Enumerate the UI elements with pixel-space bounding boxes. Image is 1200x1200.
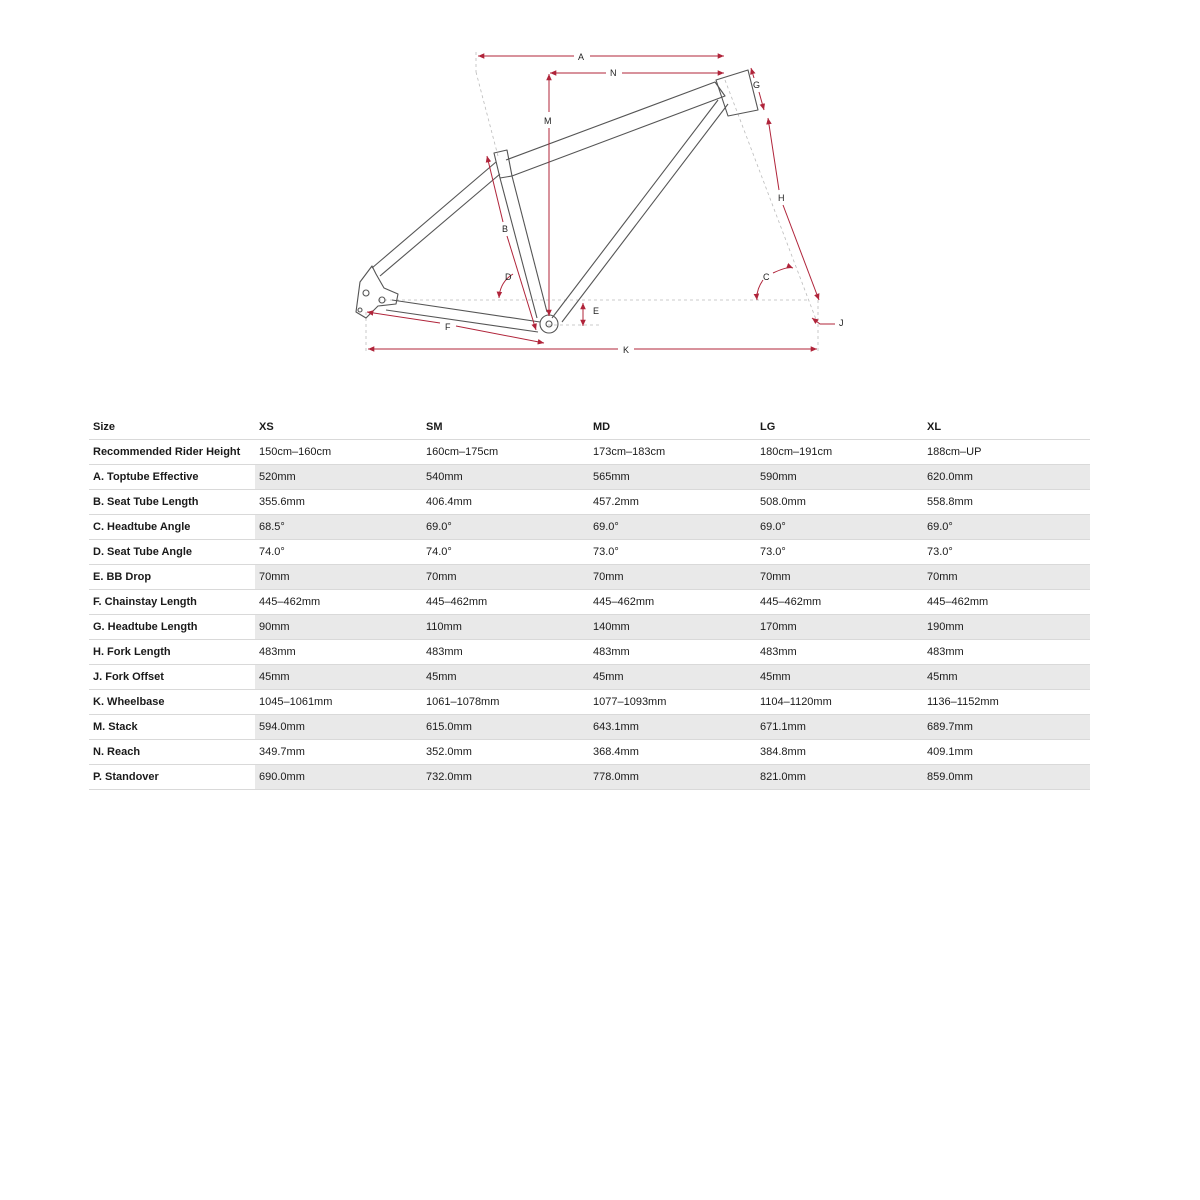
cell-sm: 160cm–175cm bbox=[422, 440, 589, 465]
cell-md: 368.4mm bbox=[589, 740, 756, 765]
cell-lg: 73.0° bbox=[756, 540, 923, 565]
cell-xl: 445–462mm bbox=[923, 590, 1090, 615]
cell-sm: 352.0mm bbox=[422, 740, 589, 765]
header-size-lg: LG bbox=[756, 415, 923, 440]
cell-xl: 859.0mm bbox=[923, 765, 1090, 790]
cell-lg: 1104–1120mm bbox=[756, 690, 923, 715]
cell-xl: 483mm bbox=[923, 640, 1090, 665]
cell-xl: 188cm–UP bbox=[923, 440, 1090, 465]
header-size-xl: XL bbox=[923, 415, 1090, 440]
cell-xl: 69.0° bbox=[923, 515, 1090, 540]
cell-xs: 150cm–160cm bbox=[255, 440, 422, 465]
header-size-label: Size bbox=[89, 415, 255, 440]
table-row bbox=[89, 440, 1090, 465]
row-label: C. Headtube Angle bbox=[89, 515, 255, 540]
row-label: G. Headtube Length bbox=[89, 615, 255, 640]
cell-xl: 45mm bbox=[923, 665, 1090, 690]
table-row bbox=[89, 615, 1090, 640]
cell-xl: 70mm bbox=[923, 565, 1090, 590]
cell-md: 445–462mm bbox=[589, 590, 756, 615]
dimension-lines bbox=[367, 56, 835, 349]
cell-lg: 483mm bbox=[756, 640, 923, 665]
dimension-label-k: K bbox=[623, 345, 630, 355]
row-label: M. Stack bbox=[89, 715, 255, 740]
cell-xs: 68.5° bbox=[255, 515, 422, 540]
cell-sm: 74.0° bbox=[422, 540, 589, 565]
cell-lg: 70mm bbox=[756, 565, 923, 590]
cell-sm: 732.0mm bbox=[422, 765, 589, 790]
bike-frame-geometry-diagram bbox=[0, 0, 1200, 380]
table-row bbox=[89, 490, 1090, 515]
dimension-label-d: D bbox=[505, 272, 512, 282]
cell-sm: 70mm bbox=[422, 565, 589, 590]
table-row bbox=[89, 690, 1090, 715]
table-row bbox=[89, 765, 1090, 790]
cell-md: 69.0° bbox=[589, 515, 756, 540]
table-header-row bbox=[89, 415, 1090, 440]
header-size-md: MD bbox=[589, 415, 756, 440]
guide-lines bbox=[366, 52, 818, 352]
cell-xs: 445–462mm bbox=[255, 590, 422, 615]
cell-sm: 483mm bbox=[422, 640, 589, 665]
row-label: Recommended Rider Height bbox=[89, 440, 255, 465]
dimension-label-e: E bbox=[593, 306, 600, 316]
cell-sm: 615.0mm bbox=[422, 715, 589, 740]
cell-lg: 445–462mm bbox=[756, 590, 923, 615]
cell-md: 483mm bbox=[589, 640, 756, 665]
row-label: H. Fork Length bbox=[89, 640, 255, 665]
dimension-label-b: B bbox=[502, 224, 509, 234]
cell-lg: 671.1mm bbox=[756, 715, 923, 740]
cell-md: 1077–1093mm bbox=[589, 690, 756, 715]
cell-md: 70mm bbox=[589, 565, 756, 590]
cell-xs: 1045–1061mm bbox=[255, 690, 422, 715]
header-size-sm: SM bbox=[422, 415, 589, 440]
cell-lg: 508.0mm bbox=[756, 490, 923, 515]
cell-xl: 190mm bbox=[923, 615, 1090, 640]
cell-lg: 170mm bbox=[756, 615, 923, 640]
row-label: J. Fork Offset bbox=[89, 665, 255, 690]
dimension-letters bbox=[445, 52, 844, 355]
cell-md: 643.1mm bbox=[589, 715, 756, 740]
cell-sm: 110mm bbox=[422, 615, 589, 640]
cell-xs: 70mm bbox=[255, 565, 422, 590]
cell-xl: 73.0° bbox=[923, 540, 1090, 565]
row-label: E. BB Drop bbox=[89, 565, 255, 590]
cell-xs: 90mm bbox=[255, 615, 422, 640]
cell-md: 565mm bbox=[589, 465, 756, 490]
cell-sm: 45mm bbox=[422, 665, 589, 690]
cell-sm: 406.4mm bbox=[422, 490, 589, 515]
row-label: D. Seat Tube Angle bbox=[89, 540, 255, 565]
cell-xs: 349.7mm bbox=[255, 740, 422, 765]
cell-xs: 520mm bbox=[255, 465, 422, 490]
cell-xs: 483mm bbox=[255, 640, 422, 665]
table-row bbox=[89, 715, 1090, 740]
cell-xs: 690.0mm bbox=[255, 765, 422, 790]
row-label: A. Toptube Effective bbox=[89, 465, 255, 490]
geometry-table bbox=[89, 415, 1090, 790]
row-label: F. Chainstay Length bbox=[89, 590, 255, 615]
row-label: N. Reach bbox=[89, 740, 255, 765]
cell-lg: 45mm bbox=[756, 665, 923, 690]
cell-sm: 540mm bbox=[422, 465, 589, 490]
cell-lg: 821.0mm bbox=[756, 765, 923, 790]
dimension-label-n: N bbox=[610, 68, 617, 78]
dimension-label-c: C bbox=[763, 272, 770, 282]
header-size-xs: XS bbox=[255, 415, 422, 440]
table-row bbox=[89, 465, 1090, 490]
dimension-label-j: J bbox=[839, 318, 844, 328]
cell-sm: 1061–1078mm bbox=[422, 690, 589, 715]
cell-lg: 590mm bbox=[756, 465, 923, 490]
table-row bbox=[89, 540, 1090, 565]
table-row bbox=[89, 740, 1090, 765]
cell-xl: 1136–1152mm bbox=[923, 690, 1090, 715]
cell-xs: 45mm bbox=[255, 665, 422, 690]
cell-xl: 620.0mm bbox=[923, 465, 1090, 490]
cell-sm: 445–462mm bbox=[422, 590, 589, 615]
cell-md: 173cm–183cm bbox=[589, 440, 756, 465]
cell-md: 140mm bbox=[589, 615, 756, 640]
row-label: B. Seat Tube Length bbox=[89, 490, 255, 515]
cell-xs: 74.0° bbox=[255, 540, 422, 565]
cell-lg: 69.0° bbox=[756, 515, 923, 540]
cell-md: 778.0mm bbox=[589, 765, 756, 790]
cell-xl: 409.1mm bbox=[923, 740, 1090, 765]
table-body bbox=[89, 440, 1090, 790]
cell-xs: 355.6mm bbox=[255, 490, 422, 515]
row-label: K. Wheelbase bbox=[89, 690, 255, 715]
cell-xl: 689.7mm bbox=[923, 715, 1090, 740]
dimension-label-f: F bbox=[445, 322, 451, 332]
cell-sm: 69.0° bbox=[422, 515, 589, 540]
cell-lg: 384.8mm bbox=[756, 740, 923, 765]
cell-xl: 558.8mm bbox=[923, 490, 1090, 515]
cell-md: 73.0° bbox=[589, 540, 756, 565]
frame-outline bbox=[356, 70, 761, 333]
dimension-label-m: M bbox=[544, 116, 552, 126]
cell-md: 457.2mm bbox=[589, 490, 756, 515]
table-row bbox=[89, 590, 1090, 615]
cell-lg: 180cm–191cm bbox=[756, 440, 923, 465]
cell-xs: 594.0mm bbox=[255, 715, 422, 740]
cell-md: 45mm bbox=[589, 665, 756, 690]
table-row bbox=[89, 640, 1090, 665]
table-row bbox=[89, 565, 1090, 590]
row-label: P. Standover bbox=[89, 765, 255, 790]
table-row bbox=[89, 665, 1090, 690]
dimension-label-a: A bbox=[578, 52, 585, 62]
dimension-label-g: G bbox=[753, 80, 761, 90]
table-row bbox=[89, 515, 1090, 540]
dimension-label-h: H bbox=[778, 193, 785, 203]
